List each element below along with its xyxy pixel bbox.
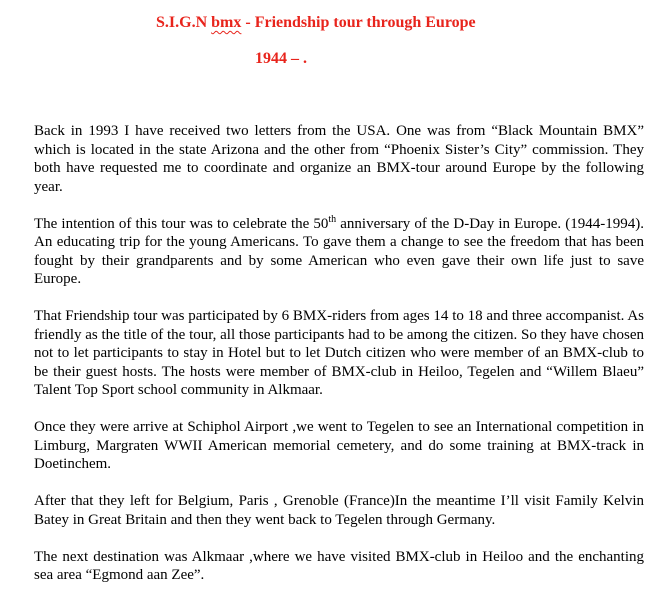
paragraph-arrival: Once they were arrive at Schiphol Airport ,we went to Tegelen to see an International competition in Limburg, Margraten WWII American memorial cemetery, and do some training at BMX-track in Doetinchem.	[34, 419, 644, 472]
paragraph-intention	[34, 215, 644, 289]
paragraph-belgium-paris: After that they left for Belgium, Paris , Grenoble (France)In the meantime I’ll visit Family Kelvin Batey in Great Britain and then they went back to Tegelen through Germany.	[34, 493, 644, 528]
document-subtitle: 1944 – .	[255, 50, 307, 67]
title-suffix: - Friendship tour through Europe	[241, 14, 476, 31]
title-bmx-word: bmx	[211, 14, 242, 31]
superscript-th: th	[328, 213, 337, 225]
document-body	[34, 122, 644, 603]
paragraph-alkmaar: The next destination was Alkmaar ,where we have visited BMX-club in Heiloo and the enchanting sea area “Egmond aan Zee”.	[34, 548, 644, 583]
title-prefix: S.I.G.N	[156, 14, 212, 31]
paragraph-intention-start: The intention of this tour was to celebrate the 50	[34, 215, 329, 232]
paragraph-intention-rest: anniversary of the D-Day in Europe. (1944-1994). An educating trip for the young Americans. To gave them a change to see the freedom that has been fought by their grandparents and by some American who even gave their own life just to save Europe.	[34, 215, 644, 287]
paragraph-letters: Back in 1993 I have received two letters from the USA. One was from “Black Mountain BMX” which is located in the state Arizona and the other from “Phoenix Sister’s City” commission. They both have requested me to coordinate and organize an BMX-tour around Europe by the following year.	[34, 123, 644, 195]
paragraph-participants: That Friendship tour was participated by 6 BMX-riders from ages 14 to 18 and three accompanist. As friendly as the title of the tour, all those participants had to be among the citizen. So they have chosen not to let participants to stay in Hotel but to let Dutch citizen who were member of an BMX-club to be their guest hosts. The hosts were member of BMX-club in Heiloo, Tegelen and “Willem Blaeu” Talent Top Sport school community in Alkmaar.	[34, 308, 644, 398]
document-title	[156, 13, 476, 33]
